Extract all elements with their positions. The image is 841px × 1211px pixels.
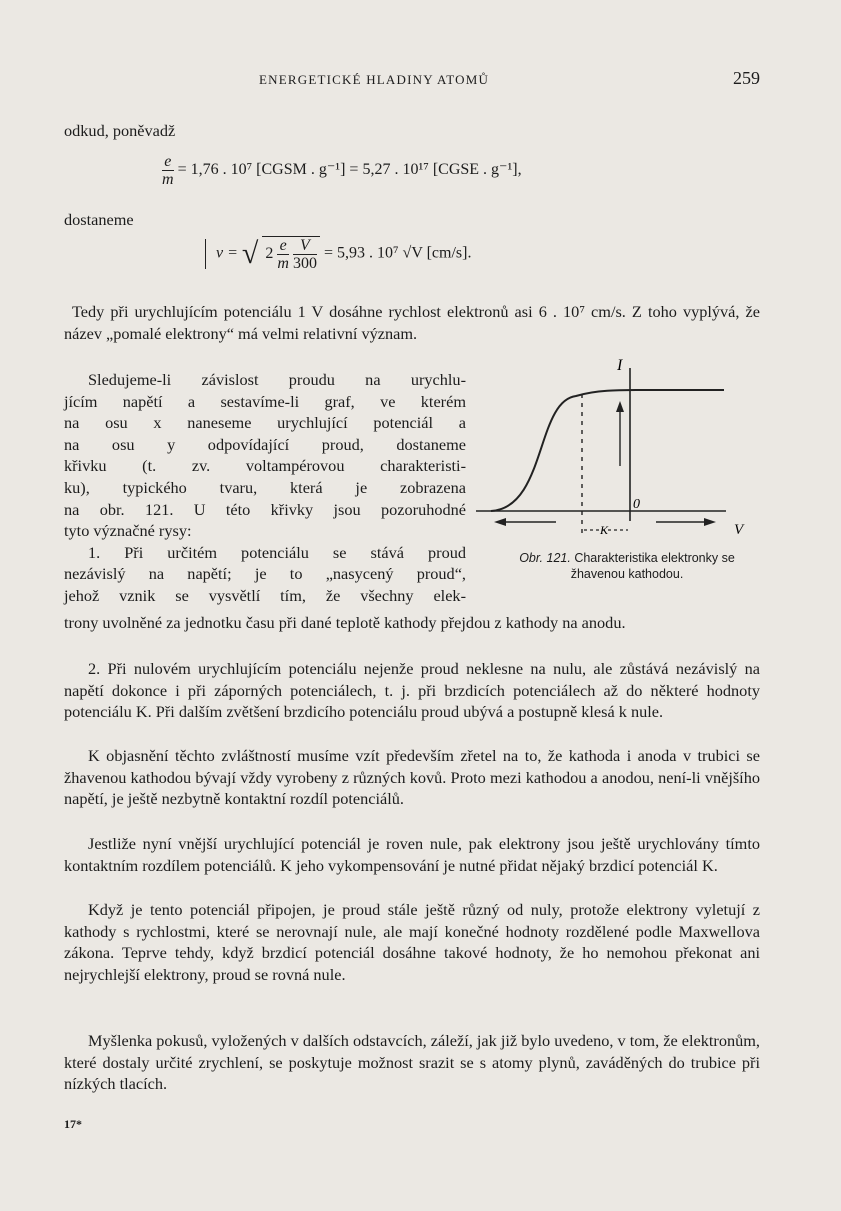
page-number: 259 bbox=[733, 68, 760, 88]
caption-text: Charakteristika elektronky se žhavenou kathodou. bbox=[570, 551, 735, 581]
right-arrow-head bbox=[704, 518, 716, 526]
paragraph-2-rest: trony uvolněné za jednotku času při dané teplotě kathody přejdou z kathody na anodu. bbox=[64, 613, 626, 632]
equation-box-mark bbox=[205, 239, 206, 269]
running-title: ENERGETICKÉ HLADINY ATOMŮ bbox=[259, 72, 490, 87]
radical-sign: √ bbox=[241, 237, 259, 270]
figure-caption bbox=[493, 550, 761, 582]
paragraph-7: Myšlenka pokusů, vyložených v dalších odstavcích, záleží, jak již bylo uvedeno, v tom, že elektronům, které dostaly určité zrychlení, se poskytuje možnost srazit se s atomy plynů, zaváděných do trubice při nízkých tlacích. bbox=[64, 1031, 760, 1094]
equation-velocity: v = √ 2 $\frac{e}{m}$ $\frac{V}{300}$ = 5,93 . 10⁷ √V [cm/s]. bbox=[205, 236, 471, 272]
current-arrow-head bbox=[616, 401, 624, 412]
label-V: V bbox=[734, 522, 744, 538]
equation-e-over-m bbox=[162, 153, 522, 188]
paragraph-2-narrow: Sledujeme-li závislost proudu na urychlu- jícím napětí a sestavíme-li graf, ve kterém na osu x naneseme urychlující potenciál a na osu y odpovídající proud, dostaneme křivku (t. zv. voltampérovou charakteristi- ku), typického tvaru, která je zobrazena na obr. 121. U této křivky jsou pozoruhodné tyto význačné rysy: 1. Při určitém potenciálu se stává proud nezávislý na napětí; je to „nasycený proud“, jehož vznik se vysvětlí tím, že všechny elek- bbox=[64, 370, 466, 605]
page-header bbox=[64, 70, 760, 96]
paragraph-5: Jestliže nyní vnější urychlující potenciál je roven nule, pak elektrony jsou ještě urychlovány tímto kontaktním rozdílem potenciálů. K jeho vykompensování je nutné přidat nějaký brzdicí potenciál K. bbox=[64, 834, 760, 875]
paragraph-6: Když je tento potenciál připojen, je proud stále ještě různý od nuly, protože elektrony vyletují z kathody s rychlostmi, které se nerovnají nule, ale mají konečné hodnoty rozdělené podle Maxwellova zákona. Teprve tehdy, když brzdicí potenciál dosáhne takové hodnoty, že ho nemohou překonat ani nejrychlejší elektrony, proud se rovná nule. bbox=[64, 900, 760, 984]
dostaneme-line: dostaneme bbox=[64, 210, 134, 229]
figure-121-characteristic bbox=[476, 356, 766, 556]
intro-line: odkud, poněvadž bbox=[64, 121, 176, 140]
signature-mark: 17* bbox=[64, 1117, 82, 1131]
left-arrow-head bbox=[494, 518, 506, 526]
caption-label: Obr. 121. bbox=[519, 551, 571, 565]
label-K: K bbox=[600, 523, 609, 537]
characteristic-curve bbox=[491, 390, 724, 511]
paragraph-3: 2. Při nulovém urychlujícím potenciálu nejenže proud neklesne na nulu, ale zůstává nezávislý na napětí dokonce i při záporných potenciálech, t. j. při brzdicích potenciálech až do některé hodnoty potenciálu K. Při dalším zvětšení brzdicího potenciálu proud ubývá a postupně klesá k nule. bbox=[64, 659, 760, 722]
paragraph-4: K objasnění těchto zvláštností musíme vzít především zřetel na to, že kathoda i anoda v trubici se žhavenou kathodou bývají vždy vyrobeny z různých kovů. Proto mezi kathodou a anodou, není-li vnějšího napětí, je ještě nezbytně kontaktní rozdíl potenciálů. bbox=[64, 746, 760, 809]
label-I: I bbox=[617, 357, 623, 374]
paragraph-1: Tedy při urychlujícím potenciálu 1 V dosáhne rychlost elektronů asi 6 . 10⁷ cm/s. Z toho vyplývá, že název „pomalé elektrony“ má velmi relativní význam. bbox=[64, 302, 760, 343]
radicand: 2 $\frac{e}{m}$ $\frac{V}{300}$ bbox=[262, 236, 320, 272]
equation-rhs: = 1,76 . 10⁷ [CGSM . g⁻¹] = 5,27 . 10¹⁷ [CGSE . g⁻¹], bbox=[177, 161, 522, 179]
equation-velocity-rhs: = 5,93 . 10⁷ √V [cm/s]. bbox=[323, 244, 472, 262]
label-O: 0 bbox=[633, 497, 640, 512]
fraction-e-m: $\frac{e}{m}$ bbox=[162, 153, 174, 188]
